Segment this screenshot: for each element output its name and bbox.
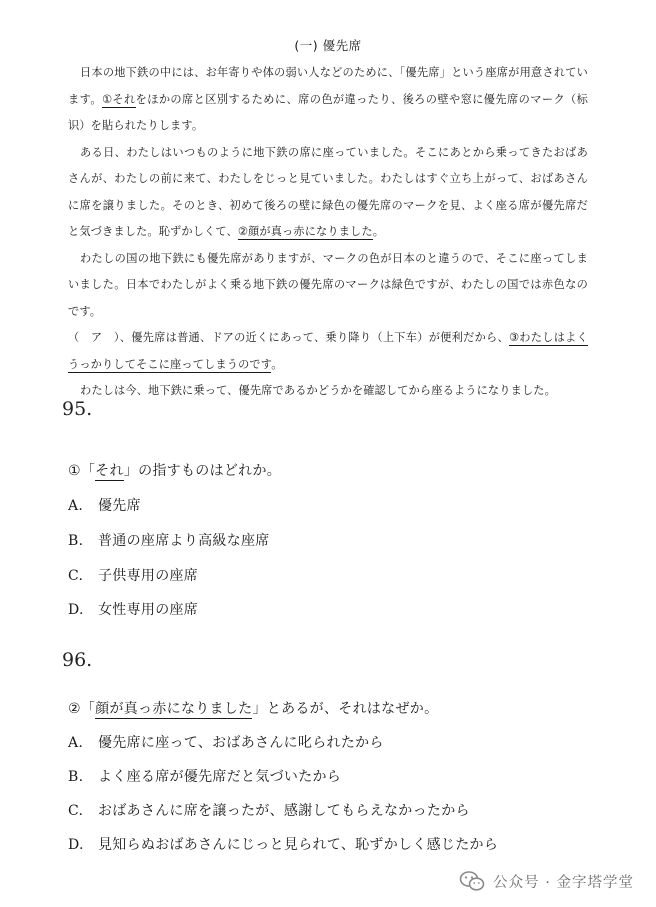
passage-paragraph (68, 60, 588, 140)
option-text: 見知らぬおばあさんにじっと見られて、恥ずかしく感じたから (98, 837, 499, 853)
answer-option-b[interactable] (68, 766, 341, 786)
option-text: 子供専用の座席 (98, 568, 199, 584)
answer-option-c[interactable] (68, 565, 198, 585)
question-stem (68, 698, 438, 718)
passage-text: をほかの席と区別するために、席の色が違ったり、後ろの壁や窓に優先席のマーク（标识）を貼られたりします。 (68, 92, 589, 132)
option-letter: A. (68, 498, 84, 514)
passage-text: わたしの国の地下鉄にも優先席がありますが、マークの色が日本のと違うので、そこに座ってしまいました。日本でわたしがよく乗る地下鉄の優先席のマークは緑色ですが、わたしの国では赤色なのです。 (68, 251, 588, 318)
answer-option-a[interactable] (68, 732, 384, 752)
answer-option-c[interactable] (68, 800, 470, 820)
passage-text: わたしは今、地下鉄に乗って、優先席であるかどうかを確認してから座るようになりました。 (80, 384, 556, 397)
option-letter: C. (68, 803, 84, 819)
answer-option-b[interactable] (68, 530, 270, 550)
option-text: おばあさんに席を譲ったが、感謝してもらえなかったから (98, 803, 470, 819)
underlined-reference-2: ②顔が真っ赤になりました (237, 225, 373, 238)
passage-text: （ ア ）、優先席は普通、ドアの近くにあって、乗り降り（上下车）が便利だから、 (68, 331, 509, 344)
option-letter: C. (68, 568, 84, 584)
answer-option-d[interactable] (68, 834, 498, 854)
question-number: 95. (62, 398, 93, 420)
passage-paragraph (68, 325, 588, 378)
underlined-reference-3: ③わたしはよくうっかりしてそこに座ってしまうのです (68, 331, 588, 371)
underlined-reference-1: ①それ (101, 92, 136, 106)
option-letter: B. (68, 769, 84, 785)
option-letter: D. (68, 837, 84, 853)
passage-paragraph (68, 378, 588, 405)
option-text: 女性専用の座席 (98, 602, 199, 618)
option-letter: A. (68, 735, 84, 751)
passage-text: ある日、わたしはいつものように地下鉄の席に座っていました。そこにあとから乗ってきたおばあさんが、わたしの前に来て、わたしをじっと見ていました。わたしはすぐ立ち上がって、おばあさんに席を譲りました。そのとき、初めて後ろの壁に緑色の優先席のマークを見、よく座る席が優先席だと気づきました。恥ずかしくて、 (68, 145, 588, 238)
answer-option-a[interactable] (68, 495, 141, 515)
option-text: 優先席 (98, 498, 141, 514)
reading-passage (68, 60, 588, 405)
option-text: よく座る席が優先席だと気づいたから (98, 769, 342, 785)
stem-underlined: それ (95, 463, 124, 479)
option-letter: D. (68, 602, 84, 618)
stem-underlined: 顔が真っ赤になりました (95, 701, 253, 717)
stem-suffix: 」の指すものはどれか。 (123, 463, 282, 479)
stem-suffix: 」とあるが、それはなぜか。 (252, 701, 439, 717)
passage-paragraph (68, 140, 588, 246)
stem-prefix: ①「 (68, 463, 96, 479)
question-number: 96. (62, 649, 93, 671)
stem-prefix: ②「 (68, 701, 96, 717)
passage-paragraph (68, 246, 588, 326)
option-text: 優先席に座って、おばあさんに叱られたから (98, 735, 384, 751)
option-letter: B. (68, 533, 84, 549)
answer-option-d[interactable] (68, 599, 198, 619)
passage-text: 。 (372, 225, 385, 238)
passage-title: (一) 優先席 (294, 38, 362, 53)
watermark (459, 868, 634, 894)
passage-text: 日本の地下鉄の中には、お年寄りや体の弱い人などのために、「優先席」という座席が用意されています。 (68, 66, 588, 106)
passage-text: 。 (271, 357, 283, 371)
wechat-icon (459, 870, 485, 892)
watermark-text: 公众号 · 金字塔学堂 (493, 874, 634, 891)
option-text: 普通の座席より高級な座席 (98, 533, 270, 549)
question-stem (68, 460, 281, 480)
